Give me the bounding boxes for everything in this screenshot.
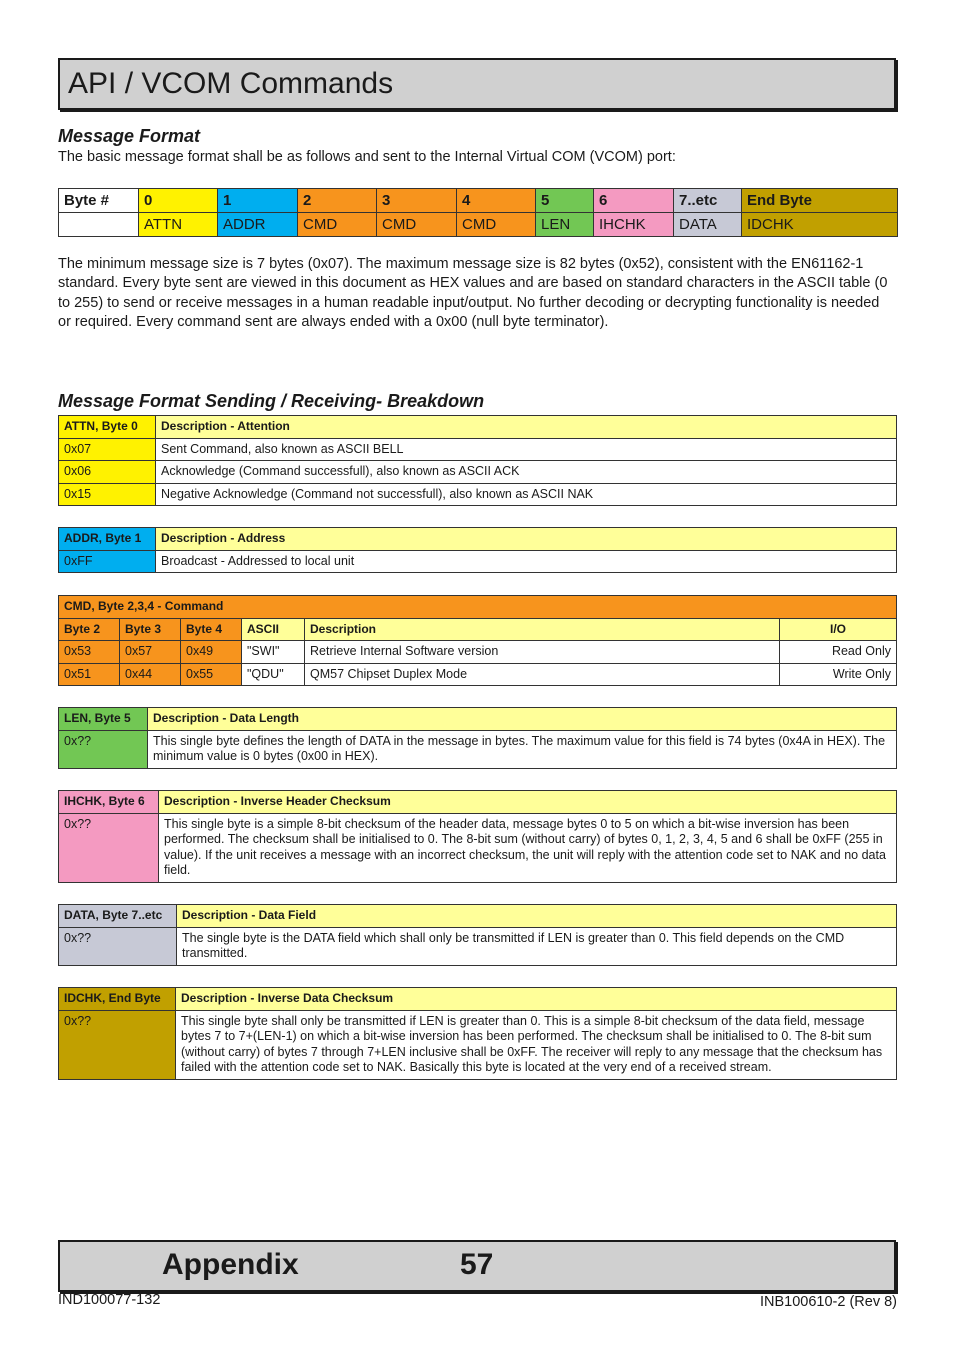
format-cell	[59, 213, 139, 237]
cmd-col-header: I/O	[780, 618, 897, 641]
section-heading-message-format: Message Format	[58, 126, 201, 146]
cmd-cell: 0x55	[181, 663, 242, 686]
attn-value: 0x07	[59, 438, 156, 461]
attn-desc: Negative Acknowledge (Command not successfull), also known as ASCII NAK	[156, 483, 897, 506]
len-table	[58, 707, 897, 769]
idchk-value: 0x??	[59, 1010, 176, 1079]
data-desc: The single byte is the DATA field which shall only be transmitted if LEN is greater than 0. This field depends on the CMD transmitted.	[177, 927, 897, 965]
len-desc: This single byte defines the length of DATA in the message in bytes. The maximum value for this field is 74 bytes (0x4A in HEX). The minimum value is 0 bytes (0x00 in HEX).	[148, 730, 897, 768]
addr-value: 0xFF	[59, 550, 156, 573]
format-cell: ATTN	[139, 213, 218, 237]
cmd-cell: Retrieve Internal Software version	[305, 641, 780, 664]
addr-header-label: ADDR, Byte 1	[59, 528, 156, 551]
doc-id-right: INB100610-2 (Rev 8)	[759, 1294, 897, 1310]
addr-table	[58, 527, 897, 573]
message-format-table	[58, 188, 898, 237]
table-row	[59, 641, 897, 664]
cmd-cell: QM57 Chipset Duplex Mode	[305, 663, 780, 686]
format-value-row	[59, 213, 898, 237]
format-cell: 0	[139, 189, 218, 213]
cmd-table	[58, 595, 897, 686]
ihchk-header-label: IHCHK, Byte 6	[59, 791, 159, 814]
table-row	[59, 1010, 897, 1079]
cmd-cell: 0x57	[120, 641, 181, 664]
format-header-row	[59, 189, 898, 213]
attn-header-label: ATTN, Byte 0	[59, 416, 156, 439]
format-cell: 3	[377, 189, 457, 213]
ihchk-desc: This single byte is a simple 8-bit checksum of the header data, message bytes 0 to 5 on which a bit-wise inversion has been performed. The checksum shall be initialised to 0. The 8-bit sum (without carry) of bytes 0, 1, 2, 3, 4, 5 and 6 shall be 0xFF (255 in value). If the unit receives a message with an incorrect checksum, the unit will reply with the attention code set to NAK and no data field.	[159, 813, 897, 882]
format-cell: 1	[218, 189, 298, 213]
format-cell: CMD	[298, 213, 377, 237]
format-cell: 6	[594, 189, 674, 213]
len-value: 0x??	[59, 730, 148, 768]
data-header-label: DATA, Byte 7..etc	[59, 905, 177, 928]
format-cell: 4	[457, 189, 536, 213]
table-row	[59, 438, 897, 461]
section-heading-breakdown: Message Format Sending / Receiving- Breakdown	[58, 391, 485, 411]
ihchk-header-desc: Description - Inverse Header Checksum	[159, 791, 897, 814]
format-cell: End Byte	[742, 189, 898, 213]
table-row	[59, 813, 897, 882]
format-cell: Byte #	[59, 189, 139, 213]
ihchk-value: 0x??	[59, 813, 159, 882]
format-cell: IDCHK	[742, 213, 898, 237]
cmd-cell: 0x53	[59, 641, 120, 664]
data-table	[58, 904, 897, 966]
cmd-cell: 0x51	[59, 663, 120, 686]
table-row	[59, 483, 897, 506]
page-number: 57	[460, 1248, 494, 1281]
format-cell: 5	[536, 189, 594, 213]
cmd-cell: "QDU"	[242, 663, 305, 686]
format-cell: DATA	[674, 213, 742, 237]
doc-id-left: IND100077-132	[58, 1292, 161, 1308]
cmd-col-header: Description	[305, 618, 780, 641]
cmd-col-header: Byte 2	[59, 618, 120, 641]
cmd-cell: 0x44	[120, 663, 181, 686]
cmd-cell: 0x49	[181, 641, 242, 664]
cmd-title: CMD, Byte 2,3,4 - Command	[59, 596, 897, 619]
cmd-col-header: Byte 4	[181, 618, 242, 641]
message-size-paragraph: The minimum message size is 7 bytes (0x07). The maximum message size is 82 bytes (0x52), consistent with the EN61162-1 standard. Every byte sent are viewed in this document as HEX values and are based on standard characters in the ASCII table (0 to 255) to send or receive messages in a human readable input/output. No further decoding or decrypting functionality is needed or required. Every command sent are always ended with a 0x00 (null byte terminator).	[58, 256, 888, 330]
idchk-header-desc: Description - Inverse Data Checksum	[176, 988, 897, 1011]
len-header-label: LEN, Byte 5	[59, 708, 148, 731]
footer-section-title: Appendix	[162, 1248, 299, 1281]
table-row	[59, 461, 897, 484]
data-value: 0x??	[59, 927, 177, 965]
footer-bar	[58, 1240, 896, 1292]
format-cell: 7..etc	[674, 189, 742, 213]
cmd-cell: Read Only	[780, 641, 897, 664]
idchk-table	[58, 987, 897, 1080]
format-cell: 2	[298, 189, 377, 213]
page-title: API / VCOM Commands	[68, 67, 394, 100]
format-cell: IHCHK	[594, 213, 674, 237]
cmd-col-header: Byte 3	[120, 618, 181, 641]
cmd-col-header: ASCII	[242, 618, 305, 641]
data-header-desc: Description - Data Field	[177, 905, 897, 928]
attn-desc: Sent Command, also known as ASCII BELL	[156, 438, 897, 461]
addr-desc: Broadcast - Addressed to local unit	[156, 550, 897, 573]
table-row	[59, 663, 897, 686]
addr-header-desc: Description - Address	[156, 528, 897, 551]
attn-desc: Acknowledge (Command successfull), also known as ASCII ACK	[156, 461, 897, 484]
cmd-cell: "SWI"	[242, 641, 305, 664]
format-cell: CMD	[457, 213, 536, 237]
table-row	[59, 730, 897, 768]
len-header-desc: Description - Data Length	[148, 708, 897, 731]
idchk-header-label: IDCHK, End Byte	[59, 988, 176, 1011]
format-cell: ADDR	[218, 213, 298, 237]
table-row	[59, 550, 897, 573]
ihchk-table	[58, 790, 897, 883]
title-bar	[58, 58, 896, 110]
attn-table	[58, 415, 897, 506]
attn-value: 0x15	[59, 483, 156, 506]
format-cell: LEN	[536, 213, 594, 237]
cmd-cell: Write Only	[780, 663, 897, 686]
attn-header-desc: Description - Attention	[156, 416, 897, 439]
idchk-desc: This single byte shall only be transmitted if LEN is greater than 0. This is a simple 8-bit checksum of the data field, message bytes 7 to 7+(LEN-1) on which a bit-wise inversion has been performed. The checksum shall be initialised to 0. The 8-bit sum (without carry) of bytes 7 through 7+LEN inclusive shall be 0xFF. The receiver will reply to any message that the checksum has failed with the attention code set to NAK. Basically this byte is located at the very end of a received stream.	[176, 1010, 897, 1079]
table-row	[59, 927, 897, 965]
attn-value: 0x06	[59, 461, 156, 484]
format-cell: CMD	[377, 213, 457, 237]
intro-text: The basic message format shall be as follows and sent to the Internal Virtual COM (VCOM) port:	[58, 149, 676, 165]
